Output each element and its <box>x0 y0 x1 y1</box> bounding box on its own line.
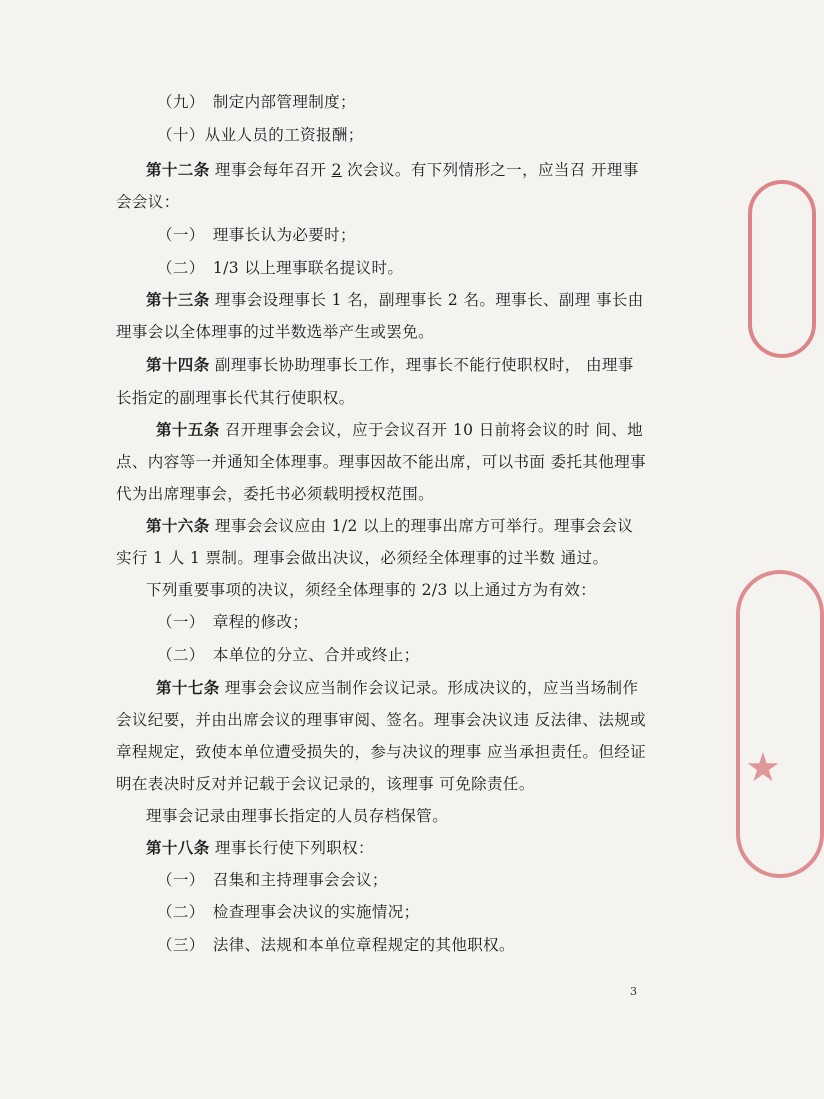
text-line: 长指定的副理事长代其行使职权。 <box>116 389 355 407</box>
text-line: 代为出席理事会，委托书必须载明授权范围。 <box>116 485 435 503</box>
text-line: （九） 制定内部管理制度； <box>157 93 356 111</box>
article-heading: 第十八条 <box>146 838 210 857</box>
red-seal-top <box>748 180 816 358</box>
article-14: 第十四条 副理事长协助理事长工作，理事长不能行使职权时， 由理事 <box>146 355 634 374</box>
text-line: （二） 检查理事会决议的实施情况； <box>157 903 420 921</box>
page-number: 3 <box>630 985 637 998</box>
text-line: 明在表决时反对并记载于会议记录的，该理事 可免除责任。 <box>116 775 535 793</box>
text-line: 实行 1 人 1 票制。理事会做出决议，必须经全体理事的过半数 通过。 <box>116 549 609 567</box>
article-18: 第十八条 理事长行使下列职权： <box>146 838 374 857</box>
article-heading: 第十七条 <box>156 678 220 697</box>
text-line: 理事会记录由理事长指定的人员存档保管。 <box>146 807 449 825</box>
text-line: （一） 章程的修改； <box>157 613 309 631</box>
text-line: （二） 本单位的分立、合并或终止； <box>157 646 420 664</box>
text-line: （三） 法律、法规和本单位章程规定的其他职权。 <box>157 936 515 954</box>
text-line: 下列重要事项的决议，须经全体理事的 2/3 以上通过方为有效： <box>146 581 597 599</box>
article-heading: 第十三条 <box>146 290 210 309</box>
text-line: 章程规定，致使本单位遭受损失的，参与决议的理事 应当承担责任。但经证 <box>116 743 647 761</box>
article-17: 第十七条 理事会会议应当制作会议记录。形成决议的，应当当场制作 <box>156 678 639 697</box>
article-12: 第十二条 理事会每年召开 2 次会议。有下列情形之一，应当召 开理事 <box>146 160 639 179</box>
text-line: 理事会以全体理事的过半数选举产生或罢免。 <box>116 323 435 341</box>
red-seal-bottom <box>736 570 824 878</box>
article-13: 第十三条 理事会设理事长 1 名，副理事长 2 名。理事长、副理 事长由 <box>146 290 644 309</box>
article-heading: 第十五条 <box>156 420 220 439</box>
text-line: （二） 1/3 以上理事联名提议时。 <box>157 259 404 277</box>
article-heading: 第十二条 <box>146 160 210 179</box>
article-heading: 第十六条 <box>146 516 210 535</box>
article-16: 第十六条 理事会会议应由 1/2 以上的理事出席方可举行。理事会会议 <box>146 516 634 535</box>
text-line: 点、内容等一并通知全体理事。理事因故不能出席，可以书面 委托其他理事 <box>116 453 647 471</box>
text-line: 会议纪要，并由出席会议的理事审阅、签名。理事会决议违 反法律、法规或 <box>116 711 647 729</box>
text-line: （十）从业人员的工资报酬； <box>157 126 364 144</box>
text-line: （一） 召集和主持理事会会议； <box>157 871 388 889</box>
article-heading: 第十四条 <box>146 355 210 374</box>
text-line: 会会议： <box>116 193 180 211</box>
article-15: 第十五条 召开理事会会议，应于会议召开 10 日前将会议的时 间、地 <box>156 420 644 439</box>
text-line: （一） 理事长认为必要时； <box>157 226 356 244</box>
seal-star-icon: ★ <box>745 745 781 791</box>
